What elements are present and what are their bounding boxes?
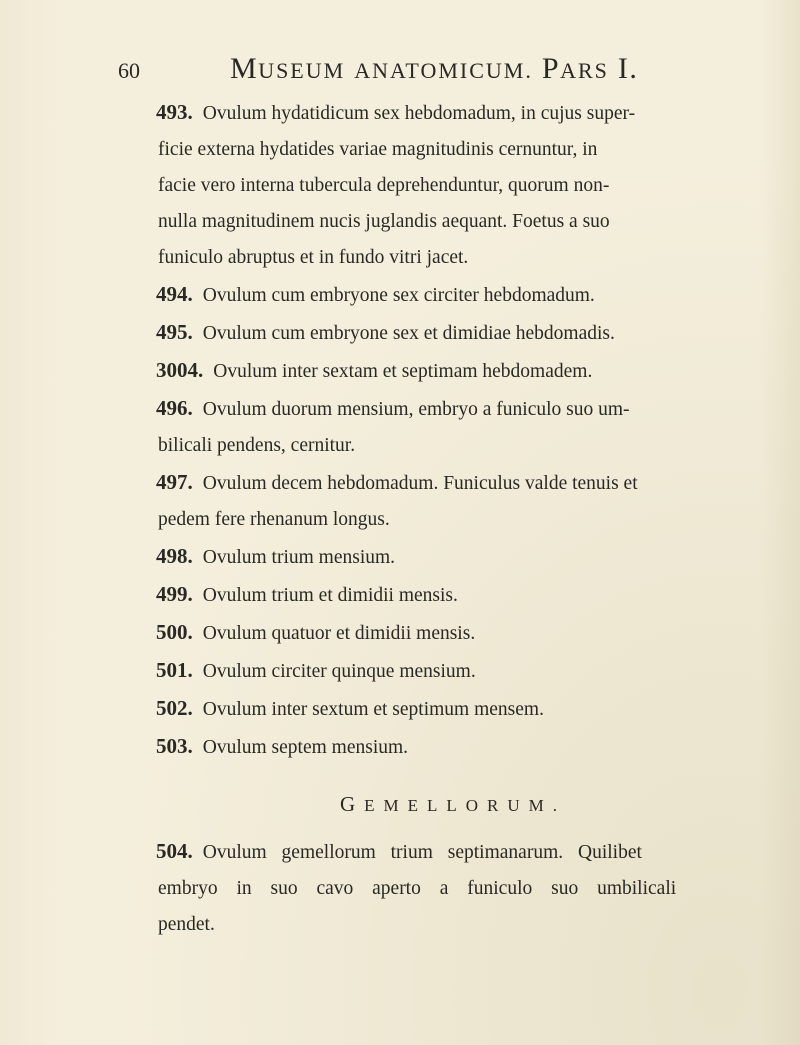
entry-text-line: Ovulum septem mensium. [202, 737, 409, 758]
section-heading-rest: EMELLORUM. [364, 796, 567, 815]
entry-text-line: pedem fere rhenanum longus. [158, 509, 390, 530]
title-initial: M [230, 52, 259, 85]
entry-number: 494. [156, 282, 193, 306]
entry-number: 499. [156, 582, 193, 606]
entry-text-line: embryo in suo cavo aperto a funiculo suo umbilicali [158, 878, 677, 899]
catalogue-entry [158, 538, 718, 576]
page-number: 60 [118, 58, 140, 83]
entry-text-line: pendet. [158, 914, 215, 935]
entry-text-line: Ovulum duorum mensium, embryo a funiculo suo um- [202, 399, 630, 420]
catalogue-entry [158, 576, 718, 614]
entry-text-line: Ovulum cum embryone sex circiter hebdomadum. [202, 285, 595, 306]
entry-number: 503. [156, 734, 193, 758]
entry-text-line: Ovulum inter sextam et septimam hebdomadem. [213, 361, 593, 382]
catalogue-entry [158, 352, 718, 390]
catalogue-entry [158, 833, 718, 943]
catalogue-entry [158, 728, 718, 766]
catalogue-entry [158, 464, 718, 538]
catalogue-entry [158, 614, 718, 652]
entry-text-line: funiculo abruptus et in fundo vitri jacet. [158, 247, 469, 268]
running-header [118, 48, 678, 88]
entry-number: 502. [156, 696, 193, 720]
entry-text-line: Ovulum trium et dimidii mensis. [202, 585, 458, 606]
entry-number: 498. [156, 544, 193, 568]
catalogue-entry [158, 94, 718, 276]
title-part: I. [617, 52, 639, 85]
entry-text-line: Ovulum trium mensium. [202, 547, 396, 568]
section-heading-initial: G [339, 792, 365, 816]
entry-number: 495. [156, 320, 193, 344]
entry-text-line: facie vero interna tubercula deprehenduntur, quorum non- [158, 175, 610, 196]
running-title [230, 52, 638, 86]
entry-text-line: Ovulum cum embryone sex et dimidiae hebdomadis. [202, 323, 615, 344]
catalogue-entry [158, 314, 718, 352]
entry-text-line: Ovulum decem hebdomadum. Funiculus valde tenuis et [202, 473, 638, 494]
entry-number: 501. [156, 658, 193, 682]
entry-text-line: Ovulum inter sextum et septimum mensem. [202, 699, 544, 720]
entry-text-line: Ovulum circiter quinque mensium. [202, 661, 476, 682]
title-word1-rest: USEUM [258, 58, 346, 83]
entry-number: 493. [156, 100, 193, 124]
entry-text-line: Ovulum gemellorum trium septimanarum. Quilibet [202, 842, 642, 863]
catalogue-entry [158, 390, 718, 464]
entry-number: 497. [156, 470, 193, 494]
section-heading [158, 792, 718, 817]
entry-number: 3004. [156, 358, 204, 382]
entry-text-line: Ovulum hydatidicum sex hebdomadum, in cujus super- [202, 103, 636, 124]
entry-text-line: Ovulum quatuor et dimidii mensis. [202, 623, 476, 644]
entry-number: 500. [156, 620, 193, 644]
entry-text-line: ficie externa hydatides variae magnitudinis cernuntur, in [158, 139, 598, 160]
catalogue-entry [158, 690, 718, 728]
entry-text-line: nulla magnitudinem nucis juglandis aequant. Foetus a suo [158, 211, 610, 232]
title-word3-initial: P [541, 52, 561, 85]
entry-text-line: bilicali pendens, cernitur. [158, 435, 356, 456]
title-word2: ANATOMICUM. [354, 58, 533, 83]
catalogue-entry [158, 276, 718, 314]
catalogue-entries [158, 94, 718, 943]
entry-number: 496. [156, 396, 193, 420]
catalogue-entry [158, 652, 718, 690]
entry-number: 504. [156, 839, 193, 863]
title-word3-rest: ARS [560, 58, 609, 83]
